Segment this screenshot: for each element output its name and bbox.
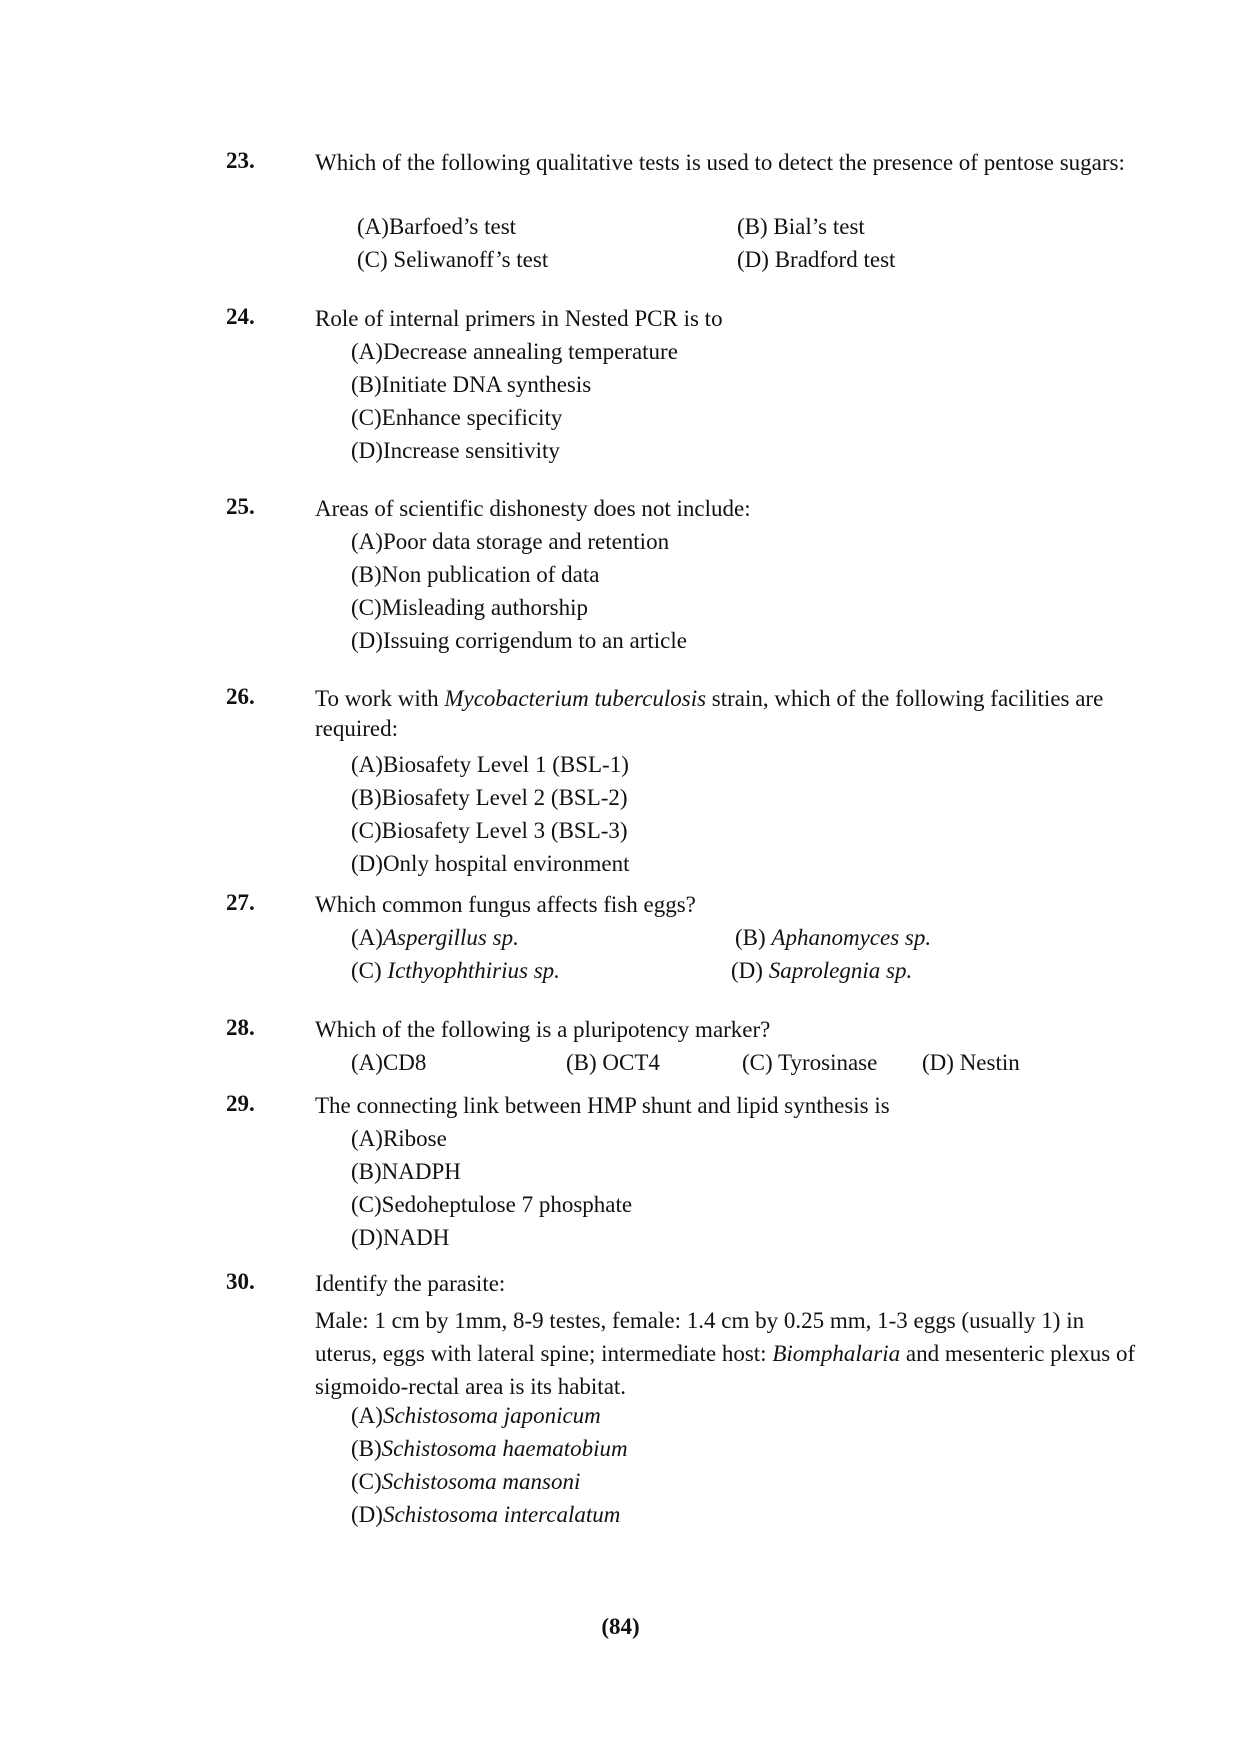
option-label: (B)	[351, 1159, 382, 1184]
option-label: (C)	[742, 1050, 773, 1075]
option-text: Decrease annealing temperature	[382, 339, 678, 364]
question-number: 23.	[226, 148, 255, 173]
option-text: Sedoheptulose 7 phosphate	[381, 1192, 633, 1217]
option-text: Increase sensitivity	[382, 438, 560, 463]
option-label: (D)	[351, 438, 383, 463]
option-text: Schistosoma mansoni	[381, 1469, 581, 1494]
option-a	[357, 212, 516, 242]
option-label: (C)	[351, 818, 382, 843]
option-text: Bradford test	[774, 247, 896, 272]
option-b	[735, 923, 931, 953]
question-text-part: To work with	[315, 686, 445, 711]
option-c	[357, 245, 548, 275]
option-text: Schistosoma haematobium	[381, 1436, 628, 1461]
option-b	[566, 1048, 660, 1078]
option-a	[351, 527, 669, 557]
option-label: (A)	[351, 1126, 383, 1151]
question-text-part: strain, which of the following facilities are required:	[315, 686, 1104, 741]
option-text: Ribose	[382, 1126, 447, 1151]
option-c	[351, 593, 588, 623]
option-label: (D)	[351, 1225, 383, 1250]
option-text: NADH	[382, 1225, 450, 1250]
option-c	[351, 1467, 580, 1497]
option-b	[351, 370, 591, 400]
option-label: (B)	[566, 1050, 597, 1075]
option-label: (B)	[351, 562, 382, 587]
option-text: Aphanomyces sp.	[771, 925, 932, 950]
option-text: Biosafety Level 2 (BSL-2)	[381, 785, 628, 810]
option-label: (B)	[737, 214, 768, 239]
option-d	[351, 436, 560, 466]
option-label: (D)	[731, 958, 763, 983]
question-text: The connecting link between HMP shunt and lipid synthesis is	[315, 1093, 890, 1118]
option-text: Poor data storage and retention	[382, 529, 670, 554]
question-text: Which of the following qualitative tests is used to detect the presence of pentose sugars:	[315, 150, 1125, 175]
option-text: Enhance specificity	[381, 405, 563, 430]
question-number: 25.	[226, 494, 255, 519]
option-d	[922, 1048, 1020, 1078]
option-label: (A)	[351, 1050, 383, 1075]
option-label: (A)	[351, 339, 383, 364]
option-b	[351, 560, 599, 590]
option-label: (D)	[737, 247, 769, 272]
option-text: Only hospital environment	[382, 851, 630, 876]
question-number: 28.	[226, 1015, 255, 1040]
option-label: (D)	[351, 628, 383, 653]
option-a	[351, 337, 678, 367]
question-text: Which common fungus affects fish eggs?	[315, 892, 696, 917]
option-label: (D)	[351, 1502, 383, 1527]
option-a	[351, 1401, 601, 1431]
option-d	[351, 626, 687, 656]
option-text: Biosafety Level 1 (BSL-1)	[382, 752, 629, 777]
option-label: (B)	[735, 925, 766, 950]
option-label: (A)	[351, 752, 383, 777]
option-label: (A)	[357, 214, 389, 239]
option-text: OCT4	[602, 1050, 660, 1075]
option-label: (B)	[351, 785, 382, 810]
option-text: Icthyophthirius sp.	[387, 958, 560, 983]
option-text: Schistosoma japonicum	[382, 1403, 601, 1428]
question-text: Which of the following is a pluripotency marker?	[315, 1017, 771, 1042]
option-text: Non publication of data	[381, 562, 600, 587]
option-label: (A)	[351, 529, 383, 554]
option-c	[351, 956, 560, 986]
question-number: 30.	[226, 1269, 255, 1294]
option-text: Aspergillus sp.	[382, 925, 519, 950]
organism-name: Mycobacterium tuberculosis	[444, 686, 707, 711]
question-text	[315, 1269, 1140, 1403]
option-text: Biosafety Level 3 (BSL-3)	[381, 818, 628, 843]
option-b	[351, 1157, 461, 1187]
option-a	[351, 1048, 426, 1078]
question-prompt: Identify the parasite:	[315, 1271, 506, 1296]
option-text: Schistosoma intercalatum	[382, 1502, 621, 1527]
option-b	[351, 783, 628, 813]
option-label: (C)	[351, 595, 382, 620]
option-a	[351, 923, 519, 953]
question-detail-part: Male: 1 cm by 1mm, 8-9 testes, female: 1.4 cm by 0.25 mm, 1-3 eggs (usually 1) in uterus, eggs with lateral spine; intermediate host:	[315, 1308, 1085, 1366]
page-number: (84)	[601, 1614, 640, 1639]
option-label: (C)	[351, 958, 382, 983]
option-d	[737, 245, 895, 275]
option-text: NADPH	[381, 1159, 461, 1184]
option-label: (A)	[351, 925, 383, 950]
option-a	[351, 750, 629, 780]
question-text: Role of internal primers in Nested PCR is to	[315, 306, 723, 331]
option-text: Barfoed’s test	[388, 214, 517, 239]
option-text: Tyrosinase	[778, 1050, 878, 1075]
option-b	[737, 212, 865, 242]
option-label: (A)	[351, 1403, 383, 1428]
option-label: (C)	[351, 1192, 382, 1217]
option-d	[351, 849, 630, 879]
option-label: (B)	[351, 372, 382, 397]
option-d	[351, 1500, 620, 1530]
question-number: 24.	[226, 304, 255, 329]
option-d	[731, 956, 912, 986]
option-text: Saprolegnia sp.	[768, 958, 913, 983]
question-number: 26.	[226, 684, 255, 709]
question-text: Areas of scientific dishonesty does not include:	[315, 496, 751, 521]
option-label: (D)	[922, 1050, 954, 1075]
question-number: 29.	[226, 1091, 255, 1116]
question-detail-part: and mesenteric plexus of sigmoido-rectal area is its habitat.	[315, 1341, 1136, 1399]
question-detail	[315, 1304, 1147, 1403]
option-c	[351, 1190, 632, 1220]
option-c	[742, 1048, 877, 1078]
option-b	[351, 1434, 628, 1464]
option-label: (B)	[351, 1436, 382, 1461]
option-text: Misleading authorship	[381, 595, 589, 620]
question-number: 27.	[226, 890, 255, 915]
option-text: Initiate DNA synthesis	[381, 372, 592, 397]
option-a	[351, 1124, 447, 1154]
option-text: Seliwanoff’s test	[393, 247, 549, 272]
option-text: Nestin	[959, 1050, 1020, 1075]
option-c	[351, 816, 628, 846]
option-text: CD8	[382, 1050, 427, 1075]
option-label: (D)	[351, 851, 383, 876]
option-text: Issuing corrigendum to an article	[382, 628, 687, 653]
option-label: (C)	[357, 247, 388, 272]
option-label: (C)	[351, 405, 382, 430]
option-d	[351, 1223, 449, 1253]
option-label: (C)	[351, 1469, 382, 1494]
host-name: Biomphalaria	[772, 1341, 901, 1366]
question-text	[315, 684, 1140, 744]
option-text: Bial’s test	[773, 214, 865, 239]
option-c	[351, 403, 562, 433]
